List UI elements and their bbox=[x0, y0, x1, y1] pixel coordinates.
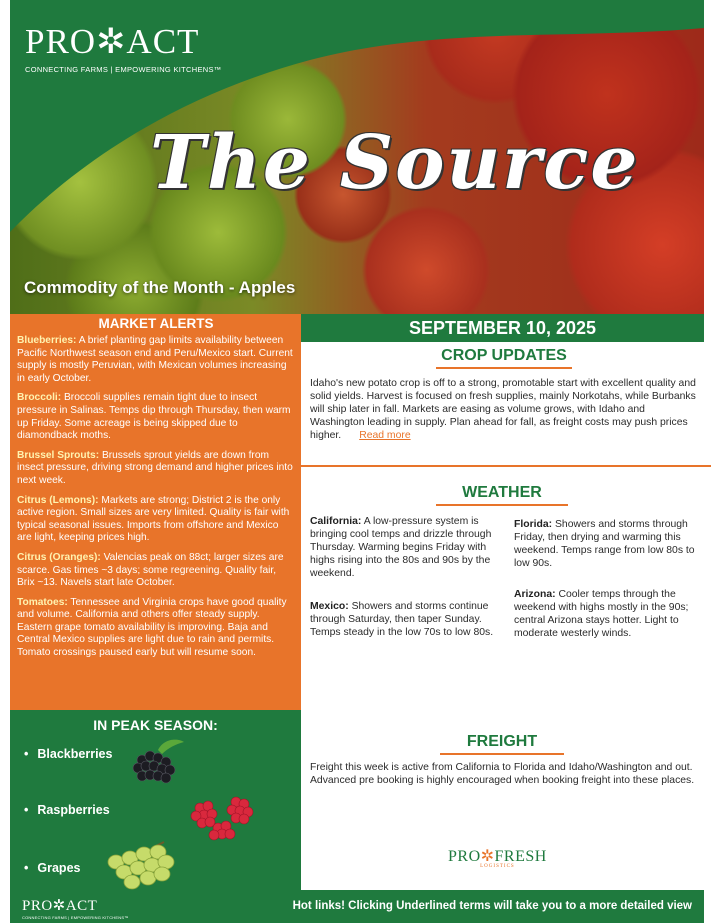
blackberry-icon bbox=[128, 736, 186, 786]
alert-text: Markets are strong; District 2 is the only active region. Small sizes are very limited. Quality is fair with typical seasonal issues. Imports from offshore and Mexico are light, keeping prices high. bbox=[17, 494, 290, 544]
weather-text: Showers and storms continue through Saturday, then taper Sunday. Temps steady in the low 70s to low 80s. bbox=[310, 601, 494, 638]
logo-tagline: CONNECTING FARMS | EMPOWERING KITCHENS™ bbox=[25, 65, 222, 74]
profresh-logo bbox=[448, 846, 547, 869]
profresh-mark: ✲ bbox=[480, 848, 495, 865]
alert-text: Tennessee and Virginia crops have good quality and volume. California and others offer steady supply. Eastern grape tomato availability is improving. Baja and Central Mexico supplies are light due to rain and permits. Tomato crossings paused early but will resume soon. bbox=[17, 596, 287, 659]
alert-text: A brief planting gap limits availability between Pacific Northwest season end and Peru/Mexico start. Current supply is mostly Peruvian, with Mexican volumes increasing in early October. bbox=[17, 335, 293, 384]
profresh-right: FRESH bbox=[494, 848, 547, 865]
market-alerts-title: MARKET ALERTS bbox=[98, 316, 214, 331]
weather-label: Mexico: bbox=[310, 601, 349, 612]
issue-date: SEPTEMBER 10, 2025 bbox=[301, 314, 704, 342]
weather-title: WEATHER bbox=[436, 484, 568, 502]
alert-tomatoes bbox=[17, 597, 295, 660]
weather-text: Showers and storms through Friday, then drying and warming this weekend. Temps range from low 80s to low 90s. bbox=[514, 519, 695, 569]
commodity-of-month: Commodity of the Month - Apples bbox=[24, 278, 296, 297]
alert-label: Broccoli: bbox=[17, 392, 62, 404]
peak-item-raspberries: • Raspberries bbox=[24, 803, 110, 817]
market-alerts-panel bbox=[10, 314, 301, 710]
peak-season-panel bbox=[10, 710, 301, 890]
newsletter-title: The Source bbox=[150, 120, 640, 206]
proact-logo bbox=[25, 24, 222, 74]
weather-florida bbox=[514, 518, 706, 570]
alert-oranges bbox=[17, 552, 295, 590]
alert-label: Citrus (Oranges): bbox=[17, 551, 101, 563]
crop-updates-body: Idaho's new potato crop is off to a strong, promotable start with excellent quality and solid yields. Harvest is focused on fresh supplies, mainly Norkotahs, while Burbanks will ship later in fall. Markets are easing as volume grows, with Idaho and Washington leading in supply. Plan ahead for fall, as freight costs may push prices higher. bbox=[310, 378, 696, 441]
crop-updates-text bbox=[310, 377, 702, 442]
alert-lemons bbox=[17, 495, 295, 545]
crop-updates-title: CROP UPDATES bbox=[436, 347, 572, 365]
alert-text: Broccoli supplies remain tight due to insect pressure in Salinas. Temps dip through Thursday, then warm up Friday. Some acreage is being skipped due to diamondback moths. bbox=[17, 392, 291, 442]
hero-banner bbox=[10, 0, 704, 314]
peak-item-grapes: • Grapes bbox=[24, 861, 80, 875]
section-divider bbox=[301, 465, 711, 467]
alert-text: Valencias peak on 88ct; larger sizes are scarce. Gas times ~3 days; some regreening. Quality fair, Brix ~13. Navels start late October. bbox=[17, 551, 284, 589]
read-more-link[interactable]: Read more bbox=[359, 430, 411, 441]
freight-text: Freight this week is active from California to Florida and Idaho/Washington and out. Advanced pre booking is highly encouraged when booking freight into these places. bbox=[310, 762, 695, 786]
footer-logo-name: PRO✲ACT bbox=[22, 898, 98, 914]
profresh-left: PRO bbox=[448, 848, 481, 865]
grapes-icon bbox=[102, 840, 180, 890]
alert-blueberries bbox=[17, 335, 295, 385]
weather-text: A low-pressure system is bringing cool temps and drizzle through Thursday. Warming begins Friday with highs rising into the 80s and 90s by the weekend. bbox=[310, 516, 492, 579]
weather-label: California: bbox=[310, 516, 362, 527]
peak-season-title: IN PEAK SEASON: bbox=[93, 717, 218, 733]
profresh-sub: LOGISTICS bbox=[480, 864, 515, 869]
weather-california bbox=[310, 515, 502, 580]
weather-label: Florida: bbox=[514, 519, 553, 530]
alert-label: Tomatoes: bbox=[17, 596, 68, 608]
footer-hotlinks-text: Hot links! Clicking Underlined terms will take you to a more detailed view bbox=[292, 900, 692, 912]
weather-mexico bbox=[310, 600, 502, 639]
weather-text: Cooler temps through the weekend with highs mostly in the 90s; central Arizona stays hotter. Light to moderate westerly winds. bbox=[514, 589, 689, 639]
logo-name: PRO✲ACT bbox=[25, 22, 200, 61]
raspberry-icon bbox=[178, 788, 268, 844]
alert-broccoli bbox=[17, 392, 295, 442]
footer-bar bbox=[10, 890, 704, 923]
alert-label: Citrus (Lemons): bbox=[17, 494, 99, 506]
weather-arizona bbox=[514, 588, 706, 640]
peak-item-blackberries: • Blackberries bbox=[24, 747, 112, 761]
alert-text: Brussels sprout yields are down from insect pressure, driving strong demand and higher prices into next week. bbox=[17, 449, 293, 486]
footer-logo bbox=[22, 896, 128, 920]
weather-label: Arizona: bbox=[514, 589, 556, 600]
footer-logo-tagline: CONNECTING FARMS | EMPOWERING KITCHENS™ bbox=[22, 915, 129, 920]
alert-label: Brussel Sprouts: bbox=[17, 449, 100, 461]
alert-label: Blueberries: bbox=[17, 335, 77, 346]
freight-title: FREIGHT bbox=[440, 733, 564, 751]
alert-brussel-sprouts bbox=[17, 450, 295, 488]
